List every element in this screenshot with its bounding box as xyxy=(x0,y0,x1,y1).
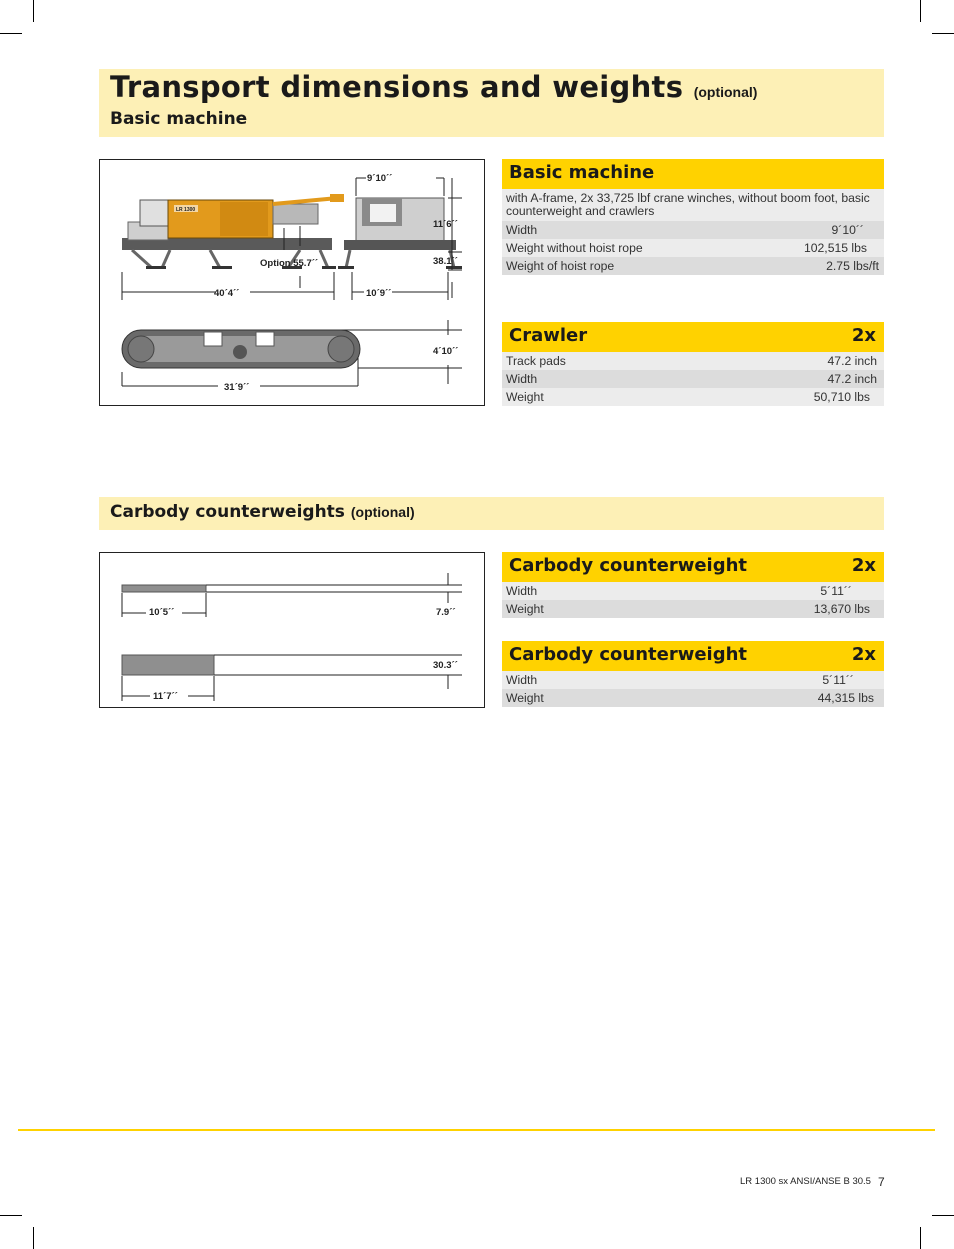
crop-mark xyxy=(920,1227,921,1249)
page-subtitle: Basic machine xyxy=(110,109,248,129)
dim-h1-label: 7.9´´ xyxy=(436,607,456,618)
crop-mark xyxy=(0,33,22,34)
table-row: Width 9´10´´ xyxy=(502,221,884,239)
table-header xyxy=(502,641,884,671)
crop-mark xyxy=(33,1227,34,1249)
table-title: Basic machine xyxy=(509,162,655,183)
footer-rule xyxy=(18,1129,935,1131)
crawler-drawing xyxy=(122,330,360,368)
crop-mark xyxy=(33,0,34,22)
dim-length-label: 40´4´´ xyxy=(214,288,240,299)
dim-ground-label: 38.1´´ xyxy=(433,256,458,267)
dim-top-width-label: 9´10´´ xyxy=(367,173,393,184)
table-title: Crawler xyxy=(509,325,588,346)
footer-model: LR 1300 sx ANSI/ANSE B 30.5 xyxy=(740,1176,871,1187)
table-row: Track pads 47.2 inch xyxy=(502,352,884,370)
table-row: Width 47.2 inch xyxy=(502,370,884,388)
table-quantity: 2x xyxy=(851,325,876,346)
counterweight-figure xyxy=(99,552,485,708)
table-header xyxy=(502,322,884,352)
dim-w2-label: 11´7´´ xyxy=(153,691,178,702)
dim-height-label: 11´6´´ xyxy=(433,219,458,230)
page-number: 7 xyxy=(878,1175,885,1189)
table-row: Width 5´11´´ xyxy=(502,671,884,689)
dim-h2-label: 30.3´´ xyxy=(433,660,458,671)
dim-crawler-length-label: 31´9´´ xyxy=(224,382,250,393)
crop-mark xyxy=(920,0,921,22)
title-note: (optional) xyxy=(693,84,758,100)
table-quantity: 2x xyxy=(851,555,876,576)
counterweight-drawing xyxy=(100,553,484,707)
table-row: Weight 13,670 lbs xyxy=(502,600,884,618)
table-row: Width 5´11´´ xyxy=(502,582,884,600)
page-title: Transport dimensions and weights (optional) xyxy=(110,70,758,104)
table-row: Weight 50,710 lbs xyxy=(502,388,884,406)
machine-drawing xyxy=(100,160,484,405)
basic-machine-figure xyxy=(99,159,485,406)
table-title: Carbody counterweight xyxy=(509,644,748,665)
dim-w1-label: 10´5´´ xyxy=(149,607,175,618)
crop-mark xyxy=(932,1215,954,1216)
table-header xyxy=(502,552,884,582)
table-description: with A-frame, 2x 33,725 lbf crane winches, without boom foot, basic counterweight and crawlers xyxy=(502,189,884,221)
section-title: Carbody counterweights (optional) xyxy=(110,502,415,522)
dim-track-width-label: 10´9´´ xyxy=(366,288,392,299)
table-quantity: 2x xyxy=(851,644,876,665)
table-row: Weight 44,315 lbs xyxy=(502,689,884,707)
crop-mark xyxy=(0,1215,22,1216)
counterweight-table-1 xyxy=(502,552,884,618)
dim-option-label: Option 55.7´´ xyxy=(260,258,319,269)
machine-badge-label: LR 1300 xyxy=(176,207,196,213)
dim-crawler-height-label: 4´10´´ xyxy=(433,346,459,357)
basic-machine-table xyxy=(502,159,884,275)
counterweight-table-2 xyxy=(502,641,884,707)
table-title: Carbody counterweight xyxy=(509,555,748,576)
crawler-table xyxy=(502,322,884,406)
crop-mark xyxy=(932,33,954,34)
table-row: Weight of hoist rope 2.75 lbs/ft xyxy=(502,257,884,275)
table-row: Weight without hoist rope 102,515 lbs xyxy=(502,239,884,257)
section-note: (optional) xyxy=(350,504,415,520)
table-header xyxy=(502,159,884,189)
